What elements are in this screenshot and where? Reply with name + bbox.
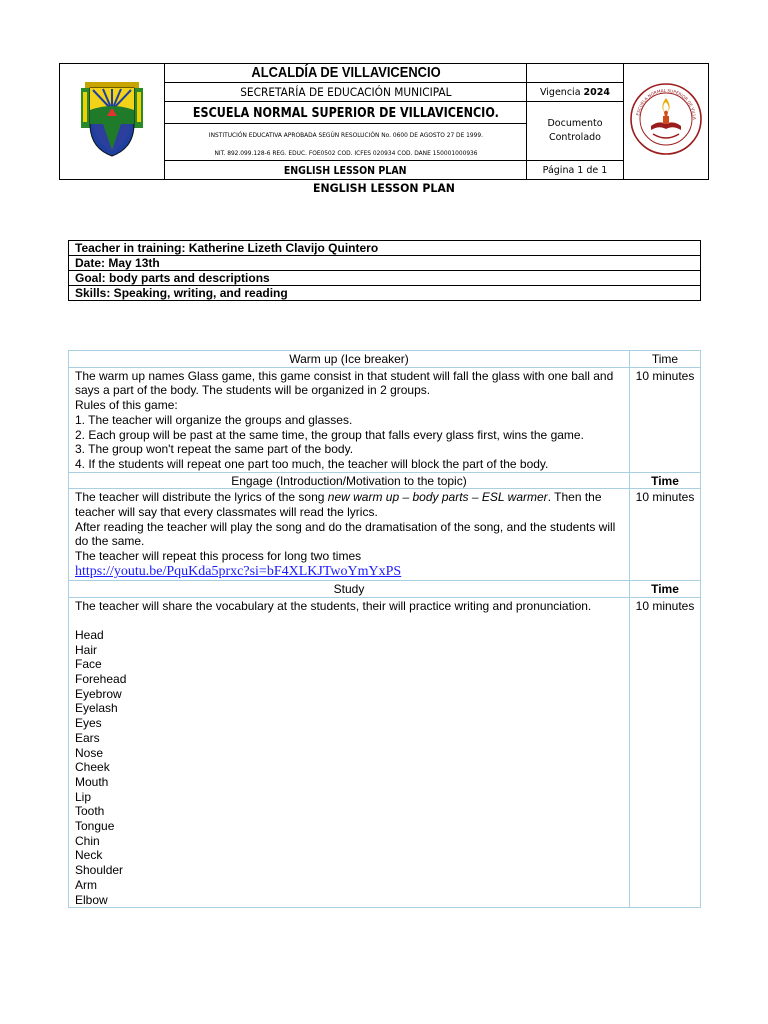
vocabulary-item: Hair (75, 642, 98, 657)
vigencia-cell (527, 83, 624, 102)
warmup-time: 10 minutes (630, 367, 701, 472)
study-time: 10 minutes (630, 597, 701, 908)
warmup-rule-1: 1. The teacher will organize the groups and glasses. (75, 412, 353, 427)
engage-paragraph-1 (75, 490, 623, 519)
controlled-line-1: Documento (547, 118, 603, 129)
controlled-line-2: Controlado (548, 132, 601, 143)
warmup-content (69, 367, 630, 472)
institution-line-2: NIT. 892.099.128-6 REG. EDUC. FOE0502 COD. ICFES 020934 COD. DANE 150001000936 (213, 149, 478, 157)
vocabulary-list (75, 628, 623, 907)
teacher-row: Teacher in training: Katherine Lizeth Clavijo Quintero (69, 241, 701, 256)
page-number: Página 1 de 1 (542, 164, 608, 176)
vocabulary-item: Cheek (75, 760, 110, 775)
lesson-info-table (68, 240, 701, 301)
engage-time: 10 minutes (630, 489, 701, 581)
page-title: ENGLISH LESSON PLAN (313, 181, 455, 195)
vocabulary-item: Tongue (75, 819, 115, 834)
song-title: new warm up – body parts – ESL warmer (327, 490, 548, 505)
vocabulary-item: Mouth (75, 774, 109, 789)
secretariat-cell (165, 83, 527, 102)
school-name-cell (165, 102, 527, 124)
engage-time-label: Time (630, 472, 701, 489)
warmup-description: The warm up names Glass game, this game consist in that student will fall the glass with one ball and says a part of the body. The students will be organized in 2 groups. (75, 368, 614, 398)
controlled-document-cell (527, 102, 624, 161)
engage-heading: Engage (Introduction/Motivation to the topic) (69, 472, 630, 489)
warmup-time-label: Time (630, 351, 701, 368)
warmup-heading: Warm up (Ice breaker) (69, 351, 630, 368)
engage-p1-after: . Then the teacher will say that every classmates will read the lyrics. (75, 490, 602, 520)
vocabulary-item: Eyes (75, 716, 102, 731)
engage-p1-before: The teacher will distribute the lyrics of the song (75, 490, 328, 505)
villavicencio-coat-of-arms-logo (81, 80, 143, 158)
vigencia-year: 2024 (583, 86, 610, 98)
warmup-rule-2: 2. Each group will be past at the same time, the group that falls every glass first, wins the game. (75, 427, 584, 442)
study-time-label: Time (630, 580, 701, 597)
vocabulary-item: Forehead (75, 672, 127, 687)
warmup-rules-title: Rules of this game: (75, 398, 178, 413)
skills-row: Skills: Speaking, writing, and reading (69, 286, 701, 301)
institution-line-1: INSTITUCIÓN EDUCATIVA APROBADA SEGÚN RESOLUCIÓN No. 0600 DE AGOSTO 27 DE 1999. (208, 131, 483, 139)
vocabulary-item: Arm (75, 877, 97, 892)
doc-type: ENGLISH LESSON PLAN (284, 165, 407, 177)
study-heading: Study (69, 580, 630, 597)
warmup-rule-3: 3. The group won't repeat the same part of the body. (75, 442, 354, 457)
doc-type-cell (165, 161, 527, 180)
empty-side-cell (527, 64, 624, 83)
vocabulary-item: Head (75, 627, 104, 642)
engage-paragraph-3: The teacher will repeat this process for long two times (75, 549, 362, 564)
vocabulary-item: Shoulder (75, 863, 124, 878)
vocabulary-item: Face (75, 657, 102, 672)
warmup-rule-4: 4. If the students will repeat one part too much, the teacher will block the part of the body. (75, 456, 549, 471)
page-number-cell (527, 161, 624, 180)
vocabulary-item: Chin (75, 833, 100, 848)
vocabulary-item: Ears (75, 730, 100, 745)
engage-paragraph-2: After reading the teacher will play the song and do the dramatisation of the song, and the students will do the same. (75, 519, 616, 549)
lesson-plan-table (68, 350, 701, 908)
municipality-title: ALCALDÍA DE VILLAVICENCIO (250, 64, 441, 81)
youtube-song-link[interactable]: https://youtu.be/PquKda5prxc?si=bF4XLKJTwoYmYxPS (75, 563, 402, 579)
study-content (69, 597, 630, 908)
study-description: The teacher will share the vocabulary at the students, their will practice writing and pronunciation. (75, 598, 592, 613)
institution-info-cell (165, 124, 527, 161)
vocabulary-item: Neck (75, 848, 103, 863)
vocabulary-item: Nose (75, 745, 104, 760)
vocabulary-item: Eyelash (75, 701, 118, 716)
vocabulary-item: Lip (75, 789, 92, 804)
secretariat-title: SECRETARÍA DE EDUCACIÓN MUNICIPAL (239, 85, 452, 99)
date-row: Date: May 13th (69, 256, 701, 271)
school-name: ESCUELA NORMAL SUPERIOR DE VILLAVICENCIO. (192, 105, 499, 121)
seal-text: ESCUELA NORMAL SUPERIOR DE VILLA (635, 87, 698, 120)
city-logo-cell (60, 64, 165, 180)
vigencia-label: Vigencia (540, 86, 581, 98)
goal-row: Goal: body parts and descriptions (69, 271, 701, 286)
vocabulary-item: Elbow (75, 892, 108, 907)
engage-content (69, 489, 630, 581)
school-seal-cell (624, 64, 709, 180)
document-header (59, 63, 709, 180)
vocabulary-item: Tooth (75, 804, 105, 819)
school-seal-logo (629, 82, 703, 156)
municipality-title-cell (165, 64, 527, 83)
vocabulary-item: Eyebrow (75, 686, 122, 701)
